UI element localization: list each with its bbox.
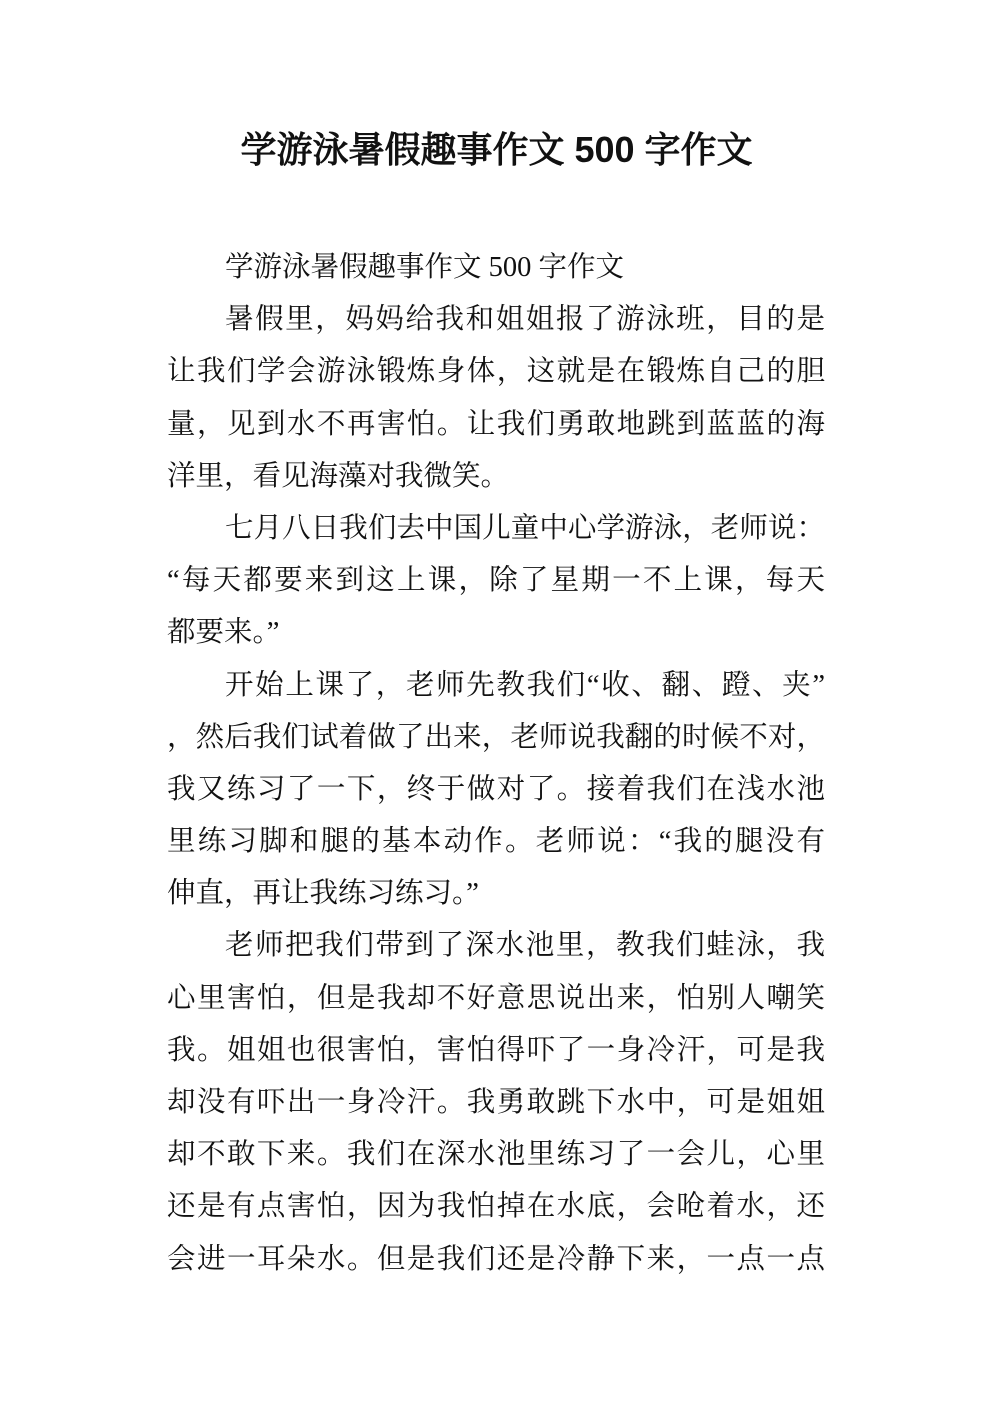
paragraph-line: 会进一耳朵水。但是我们还是冷静下来，一点一点 [167, 1243, 825, 1275]
paragraph-line: 学游泳暑假趣事作文 500 字作文 [225, 252, 625, 283]
paragraph-line: 洋里，看见海藻对我微笑。 [167, 460, 510, 492]
document-title: 学游泳暑假趣事作文 500 字作文 [240, 129, 753, 170]
paragraph-line: 还是有点害怕，因为我怕掉在水底，会呛着水，还 [167, 1191, 825, 1223]
paragraph-line: 心里害怕，但是我却不好意思说出来，怕别人嘲笑 [167, 982, 825, 1014]
paragraph-line: 却没有吓出一身冷汗。我勇敢跳下水中，可是姐姐 [167, 1087, 825, 1118]
paragraph-line: 伸直，再让我练习练习。” [167, 878, 479, 910]
paragraph-line: 老师把我们带到了深水池里，教我们蛙泳，我 [225, 930, 825, 962]
paragraph-line: 让我们学会游泳锻炼身体，这就是在锻炼自己的胆 [167, 356, 825, 388]
paragraph-line: 却不敢下来。我们在深水池里练习了一会儿，心里 [167, 1139, 825, 1171]
document-body [167, 242, 825, 1286]
paragraph-line: 量，见到水不再害怕。让我们勇敢地跳到蓝蓝的海 [167, 408, 825, 440]
paragraph-line: 暑假里，妈妈给我和姐姐报了游泳班，目的是 [225, 304, 825, 336]
paragraph-line: 里练习脚和腿的基本动作。老师说：“我的腿没有 [167, 826, 825, 858]
paragraph-line: 都要来。” [167, 617, 280, 649]
paragraph-line: “每天都要来到这上课，除了星期一不上课，每天 [167, 565, 825, 597]
paragraph-line: 七月八日我们去中国儿童中心学游泳，老师说： [225, 512, 825, 544]
paragraph-line: 我又练习了一下，终于做对了。接着我们在浅水池 [167, 773, 825, 805]
paragraph-line: 我。姐姐也很害怕，害怕得吓了一身冷汗，可是我 [167, 1034, 825, 1066]
paragraph-line: 开始上课了，老师先教我们“收、翻、蹬、夹” [225, 669, 825, 701]
paragraph-line: ，然后我们试着做了出来，老师说我翻的时候不对， [167, 721, 825, 753]
